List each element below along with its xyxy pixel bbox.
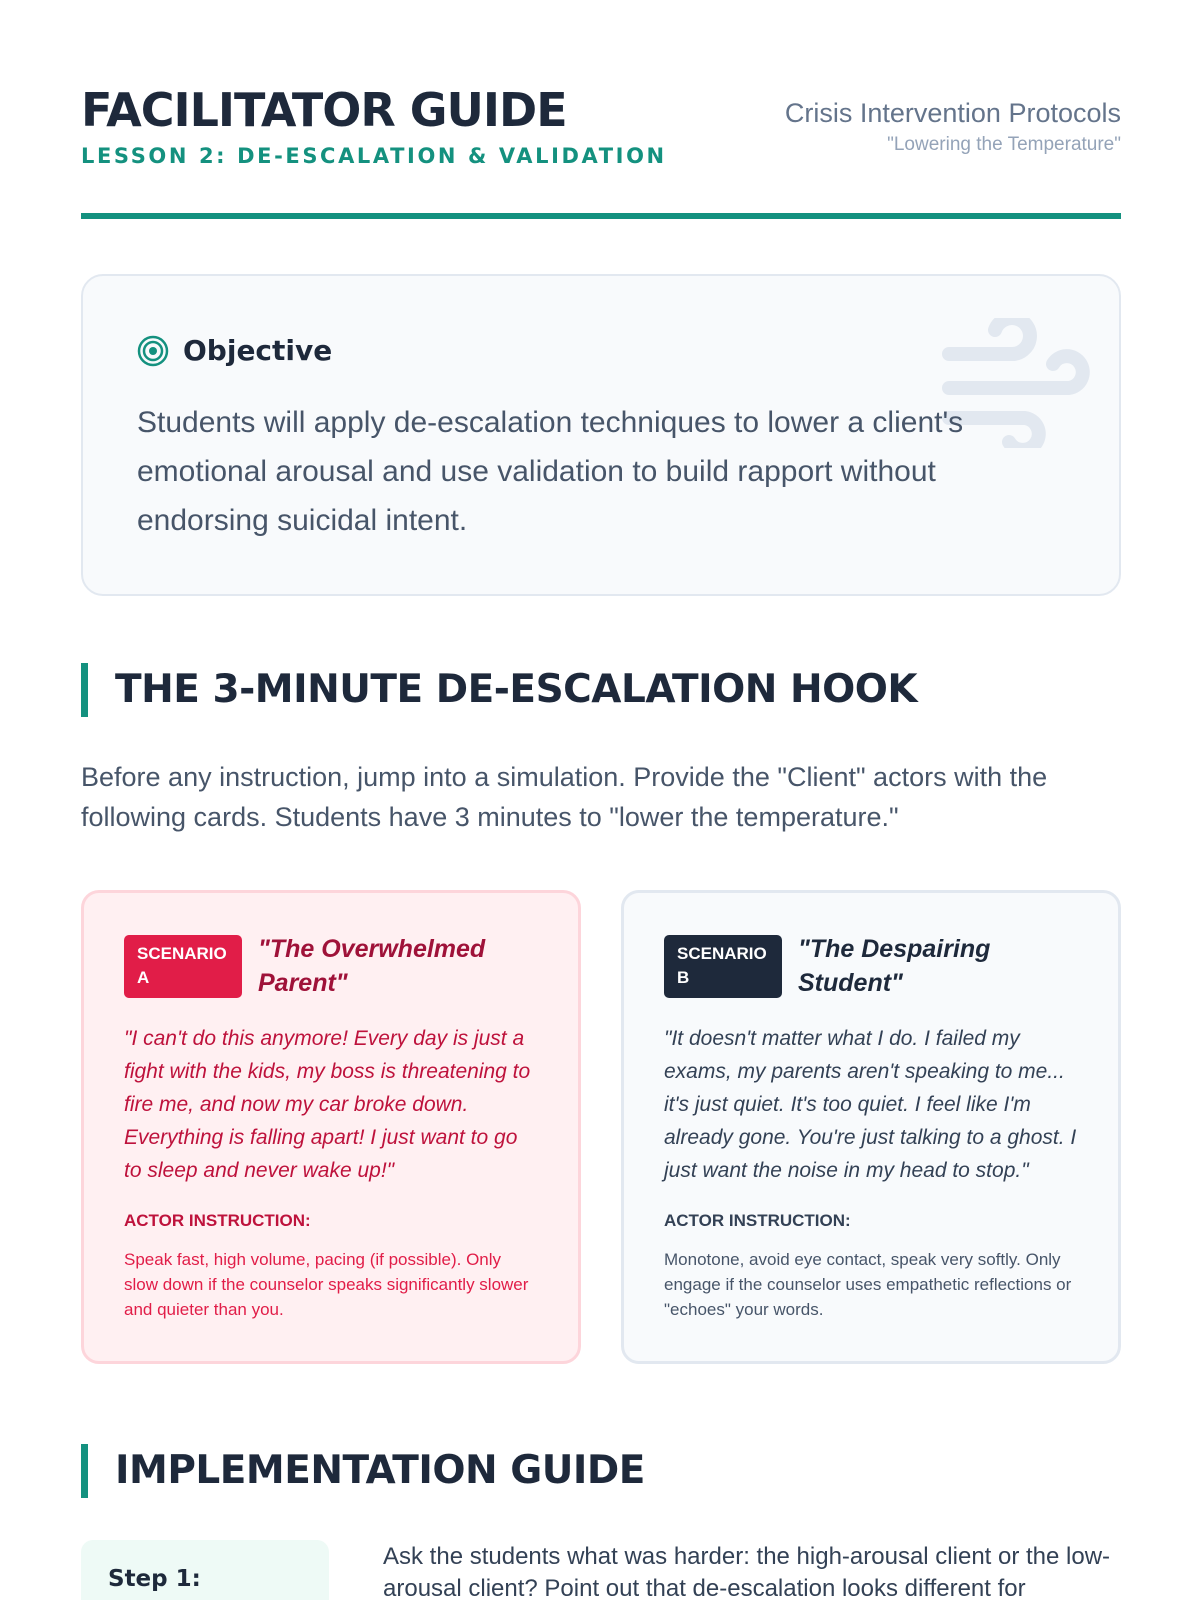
actor-instruction-text: Speak fast, high volume, pacing (if possible). Only slow down if the counselor speaks significantly slower and quieter than you. (124, 1250, 529, 1319)
scenario-title: "The Despairing Student" (798, 935, 991, 997)
scenario-card-b (621, 890, 1121, 1364)
scenario-header (124, 935, 538, 1000)
facilitator-guide-page (81, 0, 1121, 1600)
step-box (81, 1540, 329, 1600)
scenario-quote: "It doesn't matter what I do. I failed my exams, my parents aren't speaking to me... it's just quiet. It's too quiet. I feel like I'm already gone. You're just talking to a ghost. I just want the noise in my head to stop." (664, 1027, 1077, 1182)
scenario-badge (124, 935, 242, 998)
header-divider (81, 213, 1121, 219)
implementation-heading: IMPLEMENTATION GUIDE (81, 1444, 645, 1498)
actor-instruction-label: ACTOR INSTRUCTION: (664, 1211, 851, 1230)
hook-heading: THE 3-MINUTE DE-ESCALATION HOOK (81, 663, 917, 717)
step-text: Ask the students what was harder: the high-arousal client or the low-arousal client? Point out that de-escalation looks different for (383, 1543, 1111, 1600)
step-label: Step 1: (108, 1566, 201, 1592)
page-title: FACILITATOR GUIDE (81, 83, 567, 137)
page-header (81, 82, 1121, 192)
target-icon (137, 335, 169, 367)
scenario-title: "The Overwhelmed Parent" (258, 935, 486, 997)
lesson-subtitle: LESSON 2: DE-ESCALATION & VALIDATION (81, 144, 667, 168)
scenario-badge-letter: B (677, 968, 690, 987)
scenario-badge-label: SCENARIO (137, 944, 227, 963)
actor-instruction-text: Monotone, avoid eye contact, speak very softly. Only engage if the counselor uses empathetic reflections or "echoes" your words. (664, 1250, 1072, 1319)
scenario-badge (664, 935, 782, 998)
scenario-header (664, 935, 1078, 1000)
scenario-quote: "I can't do this anymore! Every day is just a fight with the kids, my boss is threatening to fire me, and now my car broke down. Everything is falling apart! I just want to go to sleep and never wake up!" (124, 1027, 531, 1182)
hook-intro: Before any instruction, jump into a simulation. Provide the "Client" actors with the following cards. Students have 3 minutes to "lower the temperature." (81, 762, 1048, 832)
protocol-info (785, 96, 1121, 158)
protocol-title: Crisis Intervention Protocols (784, 98, 1121, 128)
scenario-badge-letter: A (137, 968, 150, 987)
objective-card (81, 274, 1121, 596)
protocol-quote: "Lowering the Temperature" (887, 134, 1121, 155)
objective-label: Objective (183, 334, 333, 367)
objective-header (137, 334, 332, 367)
objective-text: Students will apply de-escalation techniques to lower a client's emotional arousal and use validation to build rapport without endorsing suicidal intent. (137, 406, 964, 537)
scenario-card-a (81, 890, 581, 1364)
actor-instruction-label: ACTOR INSTRUCTION: (124, 1211, 311, 1230)
scenario-badge-label: SCENARIO (677, 944, 767, 963)
